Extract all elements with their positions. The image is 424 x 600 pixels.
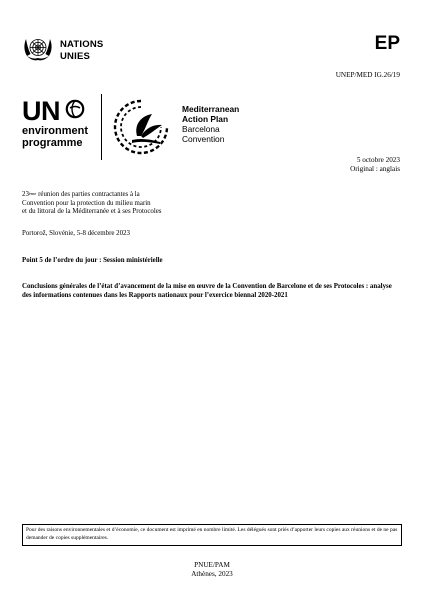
- footer-place-year: Athènes, 2023: [191, 569, 233, 578]
- unep-line1: environment: [22, 125, 89, 137]
- agenda-item: Point 5 de l’ordre du jour : Session ministérielle: [22, 257, 163, 264]
- meeting-line1-rest: réunion des parties contractantes à la: [36, 191, 140, 198]
- original-language: Original : anglais: [350, 165, 400, 173]
- footnote-text: Pour des raisons environnementales et d’économie, ce document est imprimé en nombre limité. Les délégués sont priés d’apporter leurs copies aux réunions et de ne pas demander de copies supplémentaires.: [26, 527, 398, 541]
- footnote-box: [22, 524, 402, 546]
- document-reference: UNEP/MED IG.26/19: [335, 71, 400, 79]
- un-name-line2: UNIES: [60, 50, 91, 62]
- meeting-ordinal-suffix: ème: [28, 191, 37, 196]
- map-line4: Convention: [182, 134, 225, 144]
- date-block: [350, 156, 400, 174]
- map-wordmark: [182, 104, 239, 144]
- meeting-title: [22, 191, 162, 217]
- map-line2: Action Plan: [182, 114, 229, 124]
- unep-line2: programme: [22, 137, 83, 149]
- map-line3: Barcelona: [182, 124, 220, 134]
- footer: [0, 561, 424, 578]
- document-title: Conclusions générales de l’état d’avancement de la mise en œuvre de la Convention de Barcelone et de ses Protocoles : analyse des informations contenues dans les Rapports nationaux pour l’exercice biennal 2020-2021: [22, 283, 392, 300]
- logo-divider: [101, 94, 102, 160]
- document-symbol: EP: [374, 33, 400, 54]
- meeting-location: Portorož, Slovénie, 5-8 décembre 2023: [22, 230, 130, 237]
- logo-band: [22, 92, 248, 164]
- meeting-ordinal: 23: [22, 191, 29, 198]
- document-date: 5 octobre 2023: [356, 156, 400, 164]
- un-emblem-icon: [22, 34, 54, 64]
- unep-logo-text: UN: [22, 96, 60, 126]
- footer-org: PNUE/PAM: [194, 561, 230, 569]
- mediterranean-action-plan-emblem-icon: [110, 96, 172, 158]
- un-organization-name: [60, 39, 103, 62]
- meeting-line3: et du littoral de la Méditerranée et à ses Protocoles: [22, 208, 162, 216]
- meeting-line2: Convention pour la protection du milieu marin: [22, 199, 151, 207]
- unep-globe-icon: [65, 99, 85, 119]
- map-line1: Mediterranean: [182, 104, 240, 114]
- unep-wordmark: [22, 125, 88, 149]
- un-name-line1: NATIONS: [60, 39, 104, 50]
- meeting-line1: [22, 191, 162, 200]
